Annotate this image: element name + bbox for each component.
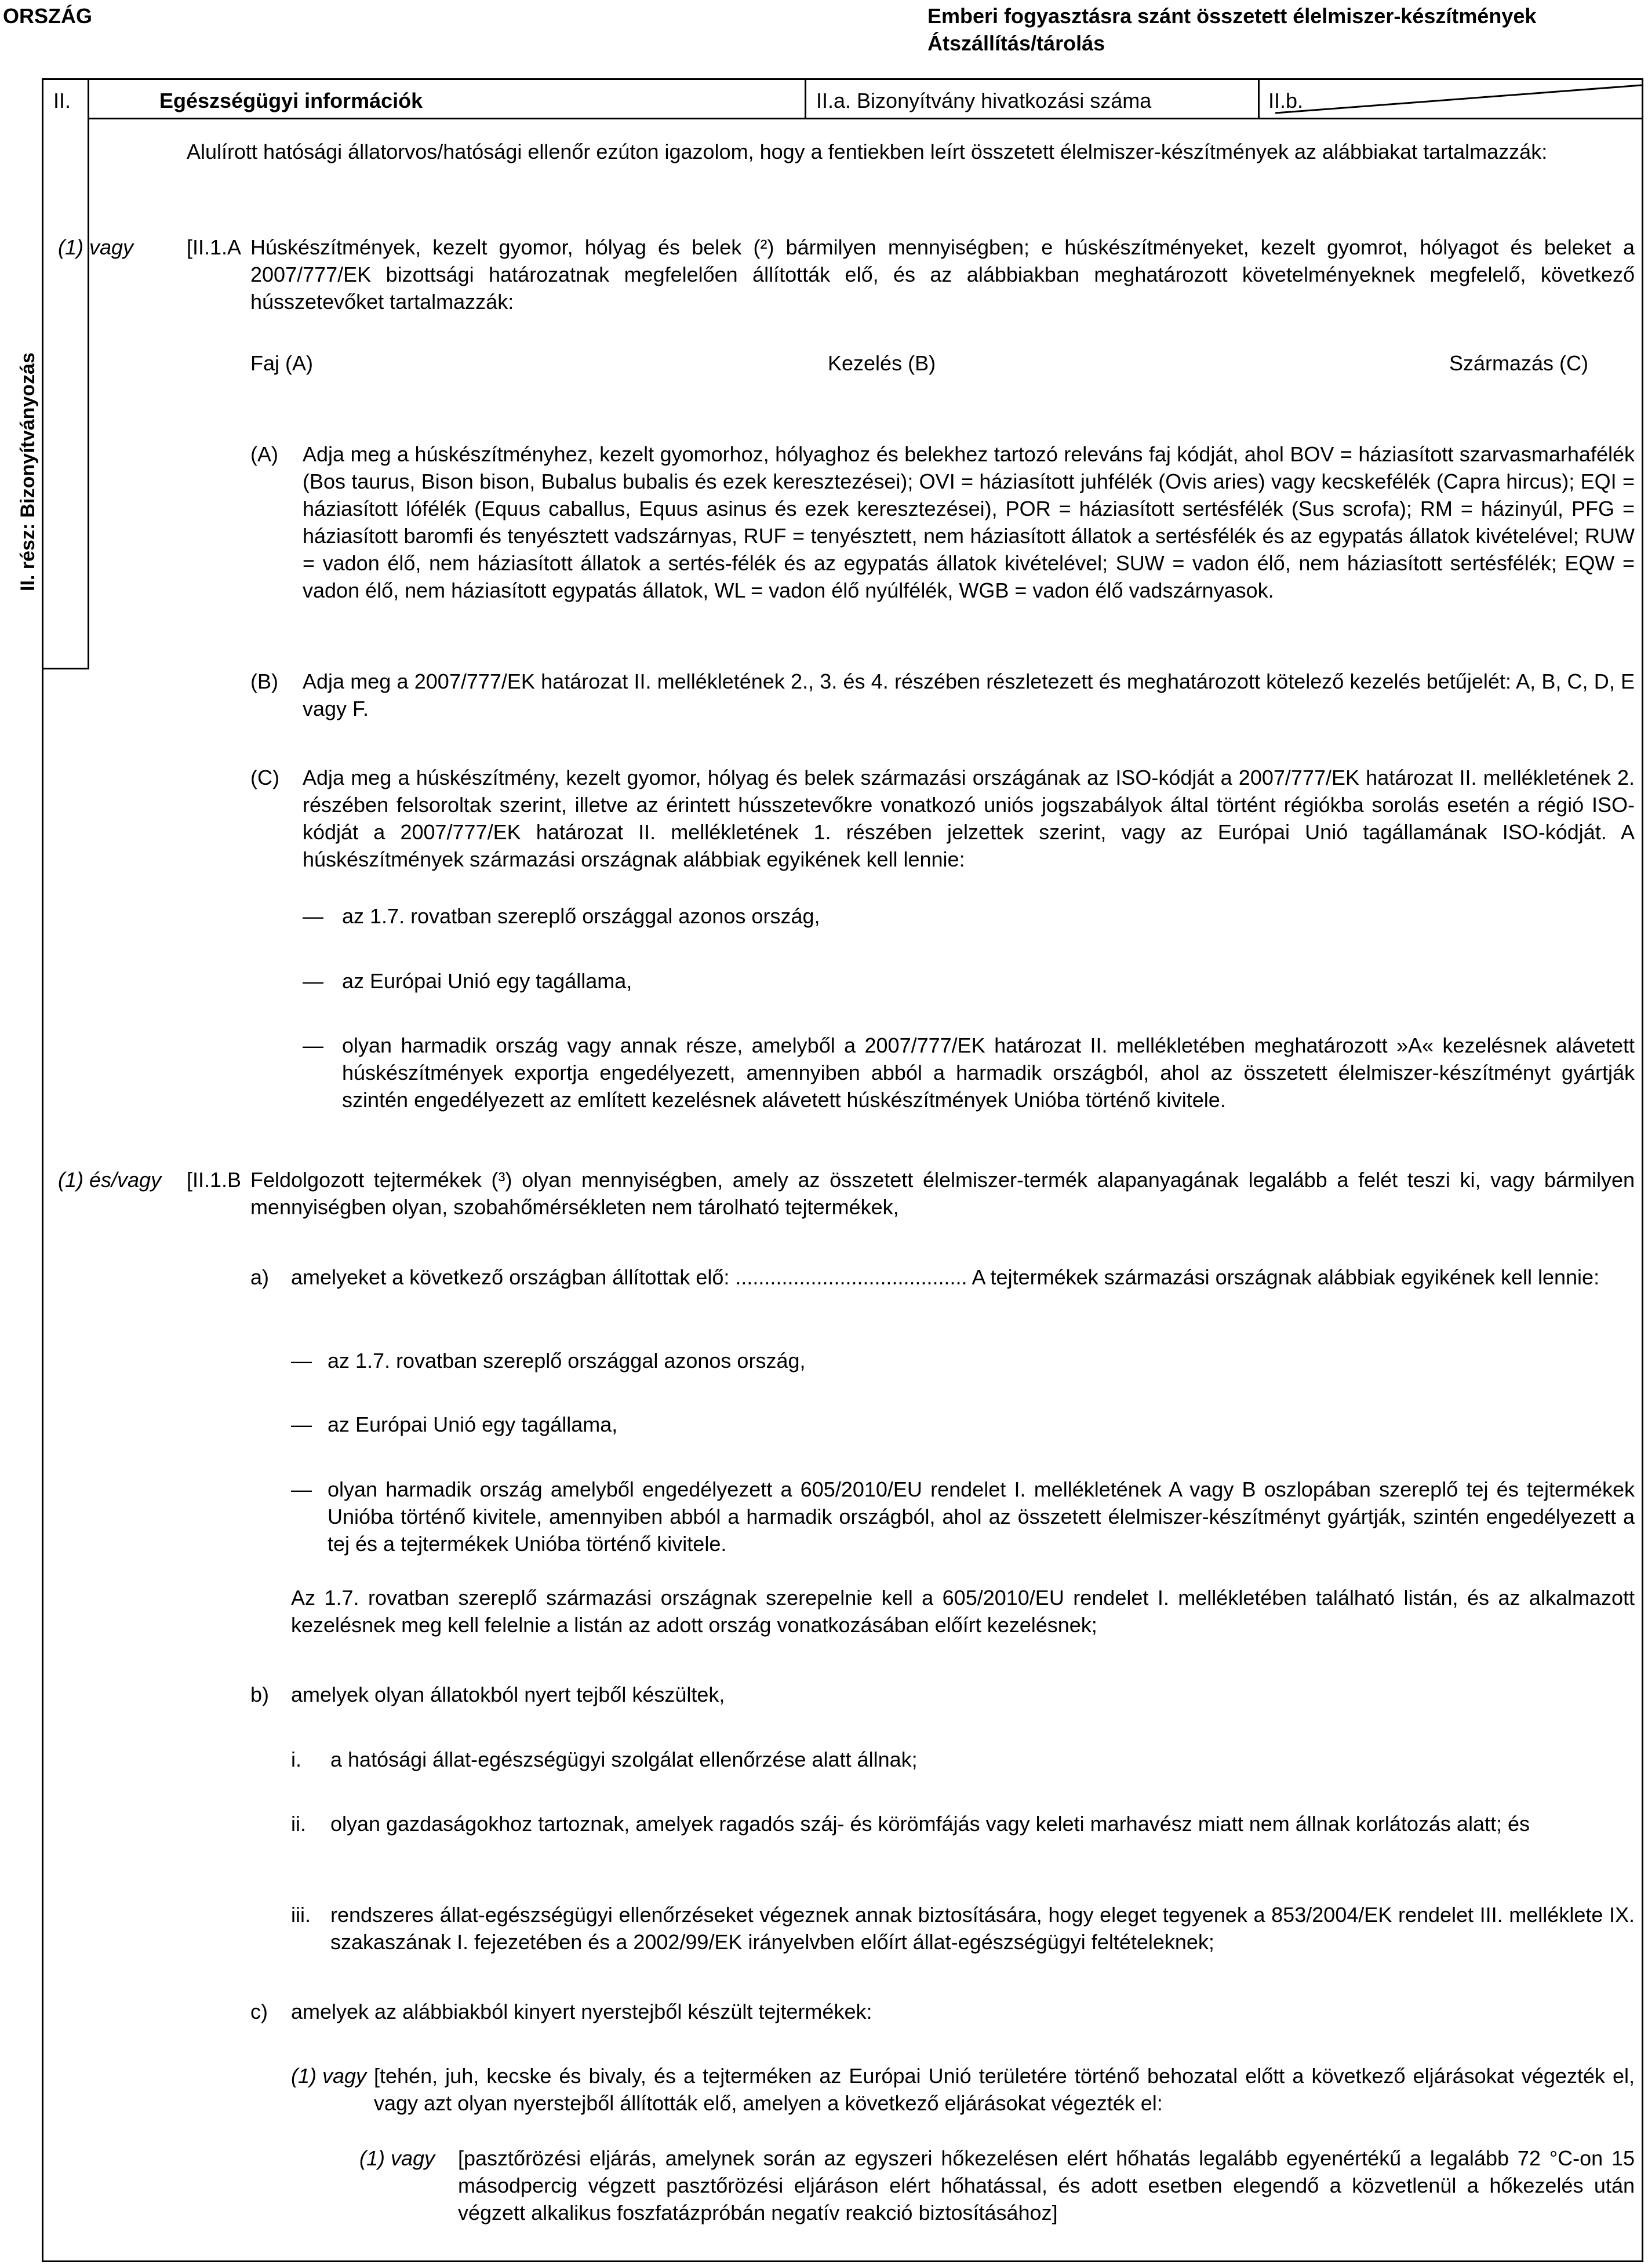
origin-option: olyan harmadik ország amelyből engedélyezett a 605/2010/EU rendelet I. mellékletének A vagy B oszlopában szereplő tej és tejtermékek Unióba történő kivitele, amennyiben abból a harmadik országból, ahol az összetett élelmiszer-készítményt gyártják, szintén engedélyezett a tej és a tejtermékek Unióba történő kivitele. <box>328 1477 1635 1556</box>
side-label-box <box>42 78 89 669</box>
dash-marker: — <box>291 1349 312 1373</box>
note-b-text: Adja meg a 2007/777/EK határozat II. mellékletének 2., 3. és 4. részében részletezett és meghatározott kötelező kezelés betűjelét: A, B, C, D, E vagy F. <box>303 669 1635 720</box>
strikeout-line <box>1275 84 1642 116</box>
footnote-mark: (1) és/vagy <box>58 1168 162 1192</box>
origin-option: az 1.7. rovatban szereplő országgal azonos ország, <box>328 1349 806 1373</box>
side-label: II. rész: Bizonyítványozás <box>17 352 39 591</box>
item-ii-label: ii. <box>291 1812 306 1836</box>
dash-marker: — <box>303 969 323 993</box>
item-i-label: i. <box>291 1748 301 1771</box>
item-a-label: a) <box>250 1265 270 1289</box>
meat-products-text: Húskészítmények, kezelt gyomor, hólyag és belek (²) bármilyen mennyiségben; e húskészítményeket, kezelt gyomrot, hólyagot és beleket a 2007/777/EK bizottsági határozatnak megfelelően állították elő, és az alábbiakban meghatározott követelményeknek megfelelő, következő hússzetevőket tartalmazzák: <box>250 235 1635 314</box>
section-number: II. <box>53 89 71 112</box>
pasteurisation-text: [pasztőrözési eljárás, amelynek során az egyszeri hőkezelésen elért hőhatás legalább egyenértékű a legalább 72 °C-on 15 másodpercig végzett pasztőrözési eljáráson elért hőhatással, és adott esetben elegendő a közvetlenül a hőkezelés után végzett alkalikus foszfatázpróbán negatív reakció biztosításához] <box>458 2146 1635 2225</box>
note-a-text: Adja meg a húskészítményhez, kezelt gyomorhoz, hólyaghoz és belekhez tartozó releváns faj kódját, ahol BOV = háziasított szarvasmarhafélék (Bos taurus, Bison bison, Bubalus bubalis és ezek keresztezései); OVI = háziasított juhfélék (Ovis aries) vagy kecskefélék (Capra hircus); EQI = háziasított lófélék (Equus caballus, Equus asinus és ezek keresztezései), POR = háziasított sertésfélék (Sus scrofa); RM = házinyúl, PFG = háziasított baromfi és tenyésztett vadszárnyas, RUF = tenyésztett, nem háziasított állatok a sertésfélék és az egypatás állatok kivételével; RUW = vadon élő, nem háziasított állatok a sertés-félék és az egypatás állatok kivételével; SUW = vadon élő, nem háziasított sertésfélék; EQW = vadon élő, nem háziasított egypatás állatok, WL = vadon élő nyúlfélék, WGB = vadon élő vadszárnyasok. <box>303 442 1635 602</box>
dash-marker: — <box>291 1413 312 1436</box>
reference-b-label: II.b. <box>1268 89 1304 112</box>
origin-option: az Európai Unió egy tagállama, <box>342 969 632 993</box>
reference-number-label: II.a. Bizonyítvány hivatkozási száma <box>816 89 1152 112</box>
header-row-divider <box>89 118 1643 119</box>
footnote-mark: (1) vagy <box>359 2146 435 2170</box>
raw-milk-text: [tehén, juh, kecske és bivaly, és a tejterméken az Európai Unió területére történő behozatal előtt a következő eljárásokat végezték el, vagy azt olyan nyerstejből állították elő, amelyen a következő eljárásokat végezték el: <box>374 2064 1635 2115</box>
document-subtitle: Átszállítás/tárolás <box>927 31 1105 55</box>
origin-option: olyan harmadik ország vagy annak része, amelyből a 2007/777/EK határozat II. mellékletében meghatározott »A« kezelésnek alávetett húskészítmények exportja engedélyezett, amennyiben abból a harmadik országból, ahol az összetett élelmiszer-készítményt gyártják szintén engedélyezett az említett kezelésnek alávetett húskészítmények Unióba történő kivitele. <box>342 1033 1635 1112</box>
dash-marker: — <box>291 1477 312 1501</box>
item-i-text: a hatósági állat-egészségügyi szolgálat ellenőrzése alatt állnak; <box>330 1748 918 1771</box>
item-a-text: amelyeket a következő országban állítottak elő: ........................................ A tejtermékek származási országnak alábbiak egyikének kell lennie: <box>291 1265 1600 1289</box>
country-label: ORSZÁG <box>3 4 93 28</box>
intro-text: Alulírott hatósági állatorvos/hatósági ellenőr ezúton igazolom, hogy a fentiekben leírt összetett élelmiszer-készítmények az alábbiakat tartalmazzák: <box>187 140 1548 163</box>
item-iii-label: iii. <box>291 1903 311 1927</box>
item-iii-text: rendszeres állat-egészségügyi ellenőrzéseket végeznek annak biztosítására, hogy eleget tegyenek a 853/2004/EK rendelet III. melléklete IX. szakaszának I. fejezetében és a 2002/99/EK irányelvben előírt állat-egészségügyi feltételeknek; <box>330 1903 1635 1954</box>
note-c-label: (C) <box>250 766 279 789</box>
item-b-text: amelyek olyan állatokból nyert tejből készültek, <box>291 1683 725 1706</box>
item-c-label: c) <box>250 2000 268 2023</box>
column-origin: Származás (C) <box>1449 351 1589 375</box>
note-a-label: (A) <box>250 442 278 466</box>
column-treatment: Kezelés (B) <box>828 351 936 375</box>
header-separator <box>805 78 806 119</box>
section-title: Egészségügyi információk <box>159 89 423 112</box>
footnote-mark: (1) vagy <box>291 2064 367 2088</box>
note-b-label: (B) <box>250 669 278 693</box>
section-code: [II.1.A <box>187 235 242 259</box>
dairy-products-text: Feldolgozott tejtermékek (³) olyan mennyiségben, amely az összetett élelmiszer-termék alapanyagának legalább a felét teszi ki, vagy bármilyen mennyiségben olyan, szobahőmérsékleten nem tárolható tejtermékek, <box>250 1168 1635 1219</box>
section-code: [II.1.B <box>187 1168 242 1192</box>
note-c-text: Adja meg a húskészítmény, kezelt gyomor, hólyag és belek származási országának az ISO-kódját a 2007/777/EK határozat II. mellékletének 2. részében felsoroltak szerint, illetve az érintett hússzetevőkre vonatkozó uniós jogszabályok által történt régiókba sorolás esetén a régió ISO-kódját a 2007/777/EK határozat II. mellékletének 1. részében jelzettek szerint, vagy az Európai Unió tagállamának ISO-kódját. A húskészítmények származási országnak alábbiak egyikének kell lennie: <box>303 766 1635 871</box>
item-ii-text: olyan gazdaságokhoz tartoznak, amelyek ragadós száj- és körömfájás vagy keleti marhavész miatt nem állnak korlátozás alatt; és <box>330 1812 1530 1836</box>
column-species: Faj (A) <box>250 351 313 375</box>
origin-note: Az 1.7. rovatban szereplő származási országnak szerepelnie kell a 605/2010/EU rendelet I. mellékletében található listán, és az alkalmazott kezelésnek meg kell felelnie a listán az adott ország vonatkozásában előírt kezelésnek; <box>291 1586 1635 1637</box>
origin-option: az Európai Unió egy tagállama, <box>328 1413 618 1436</box>
dash-marker: — <box>303 1033 323 1057</box>
item-c-text: amelyek az alábbiakból kinyert nyerstejből készült tejtermékek: <box>291 2000 872 2023</box>
header-separator <box>1258 78 1260 119</box>
origin-option: az 1.7. rovatban szereplő országgal azonos ország, <box>342 904 820 928</box>
footnote-mark: (1) vagy <box>58 235 134 259</box>
item-b-label: b) <box>250 1683 270 1706</box>
dash-marker: — <box>303 904 323 928</box>
document-title: Emberi fogyasztásra szánt összetett élelmiszer-készítmények <box>927 4 1537 28</box>
